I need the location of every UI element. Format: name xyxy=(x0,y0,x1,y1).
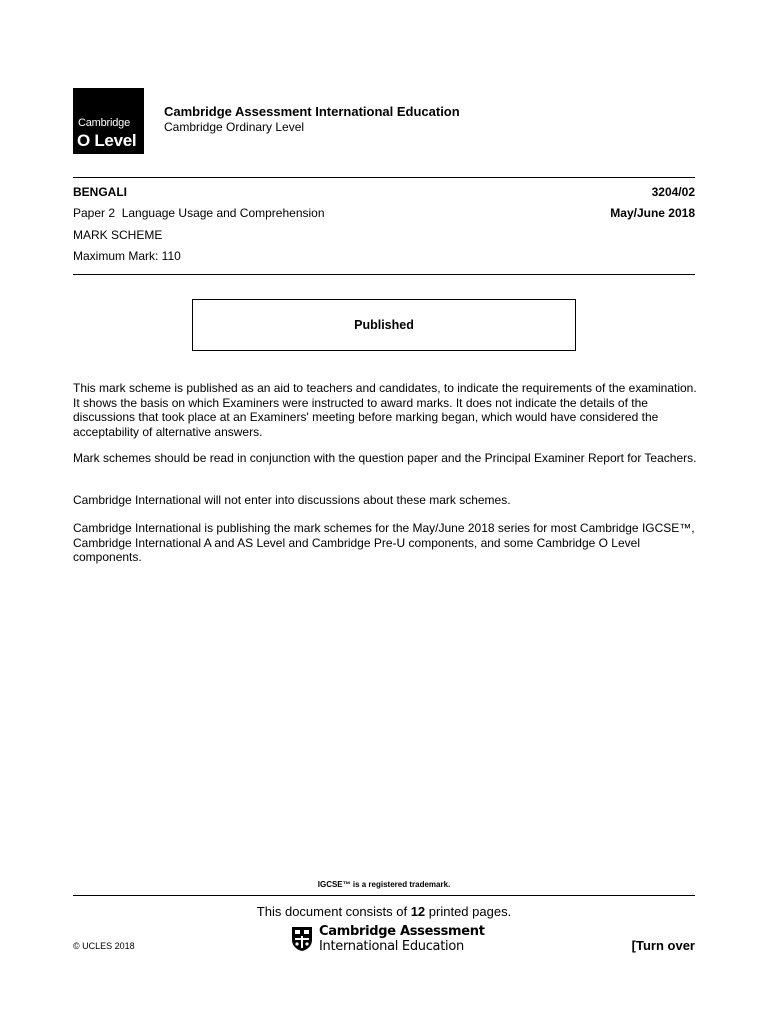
pages-count: 12 xyxy=(410,904,426,919)
exam-paper-row xyxy=(73,206,695,220)
shield-icon xyxy=(291,926,313,952)
published-box xyxy=(192,299,576,351)
page-count-line xyxy=(0,904,768,919)
trademark-note: IGCSE™ is a registered trademark. xyxy=(317,880,451,889)
exam-subject-row xyxy=(73,185,695,199)
header-rule-top xyxy=(73,177,695,178)
cambridge-assessment-logo xyxy=(291,924,485,954)
exam-session: May/June 2018 xyxy=(610,206,695,220)
published-label: Published xyxy=(354,318,414,332)
exam-subject: BENGALI xyxy=(73,185,127,199)
paragraph-purpose: This mark scheme is published as an aid to teachers and candidates, to indicate the requirements of the examination. It shows the basis on which Examiners were instructed to award marks. It does not indicate the details of the discussions that took place at an Examiners' meeting before marking began, which would have considered the acceptability of alternative answers. xyxy=(73,381,697,439)
exam-code: 3204/02 xyxy=(651,185,695,199)
footer-logo-line2: International Education xyxy=(319,939,464,954)
paragraph-publishing: Cambridge International is publishing the mark schemes for the May/June 2018 series for most Cambridge IGCSE™, Cambridge International A and AS Level and Cambridge Pre-U components, and some Cambridge O Level components. xyxy=(73,521,695,564)
copyright: © UCLES 2018 xyxy=(73,941,135,951)
org-subtitle: Cambridge Ordinary Level xyxy=(164,120,305,134)
header-rule-bottom xyxy=(73,274,695,275)
paragraph-discussions: Cambridge International will not enter into discussions about these mark schemes. xyxy=(73,493,511,507)
logo-line2: O Level xyxy=(77,131,137,150)
pages-post: printed pages. xyxy=(425,904,512,919)
turn-over: [Turn over xyxy=(631,938,695,953)
footer-logo-line1: Cambridge Assessment xyxy=(319,924,485,939)
paragraph-conjunction: Mark schemes should be read in conjunction with the question paper and the Principal Examiner Report for Teachers. xyxy=(73,451,697,465)
cambridge-o-level-logo xyxy=(73,88,144,154)
org-name: Cambridge Assessment International Education xyxy=(164,104,460,119)
exam-paper: Paper 2 Language Usage and Comprehension xyxy=(73,206,325,220)
logo-line1: Cambridge xyxy=(78,117,131,129)
footer-rule xyxy=(73,895,695,896)
pages-pre: This document consists of xyxy=(256,904,411,919)
max-mark: Maximum Mark: 110 xyxy=(73,249,181,263)
doc-type: MARK SCHEME xyxy=(73,228,163,242)
